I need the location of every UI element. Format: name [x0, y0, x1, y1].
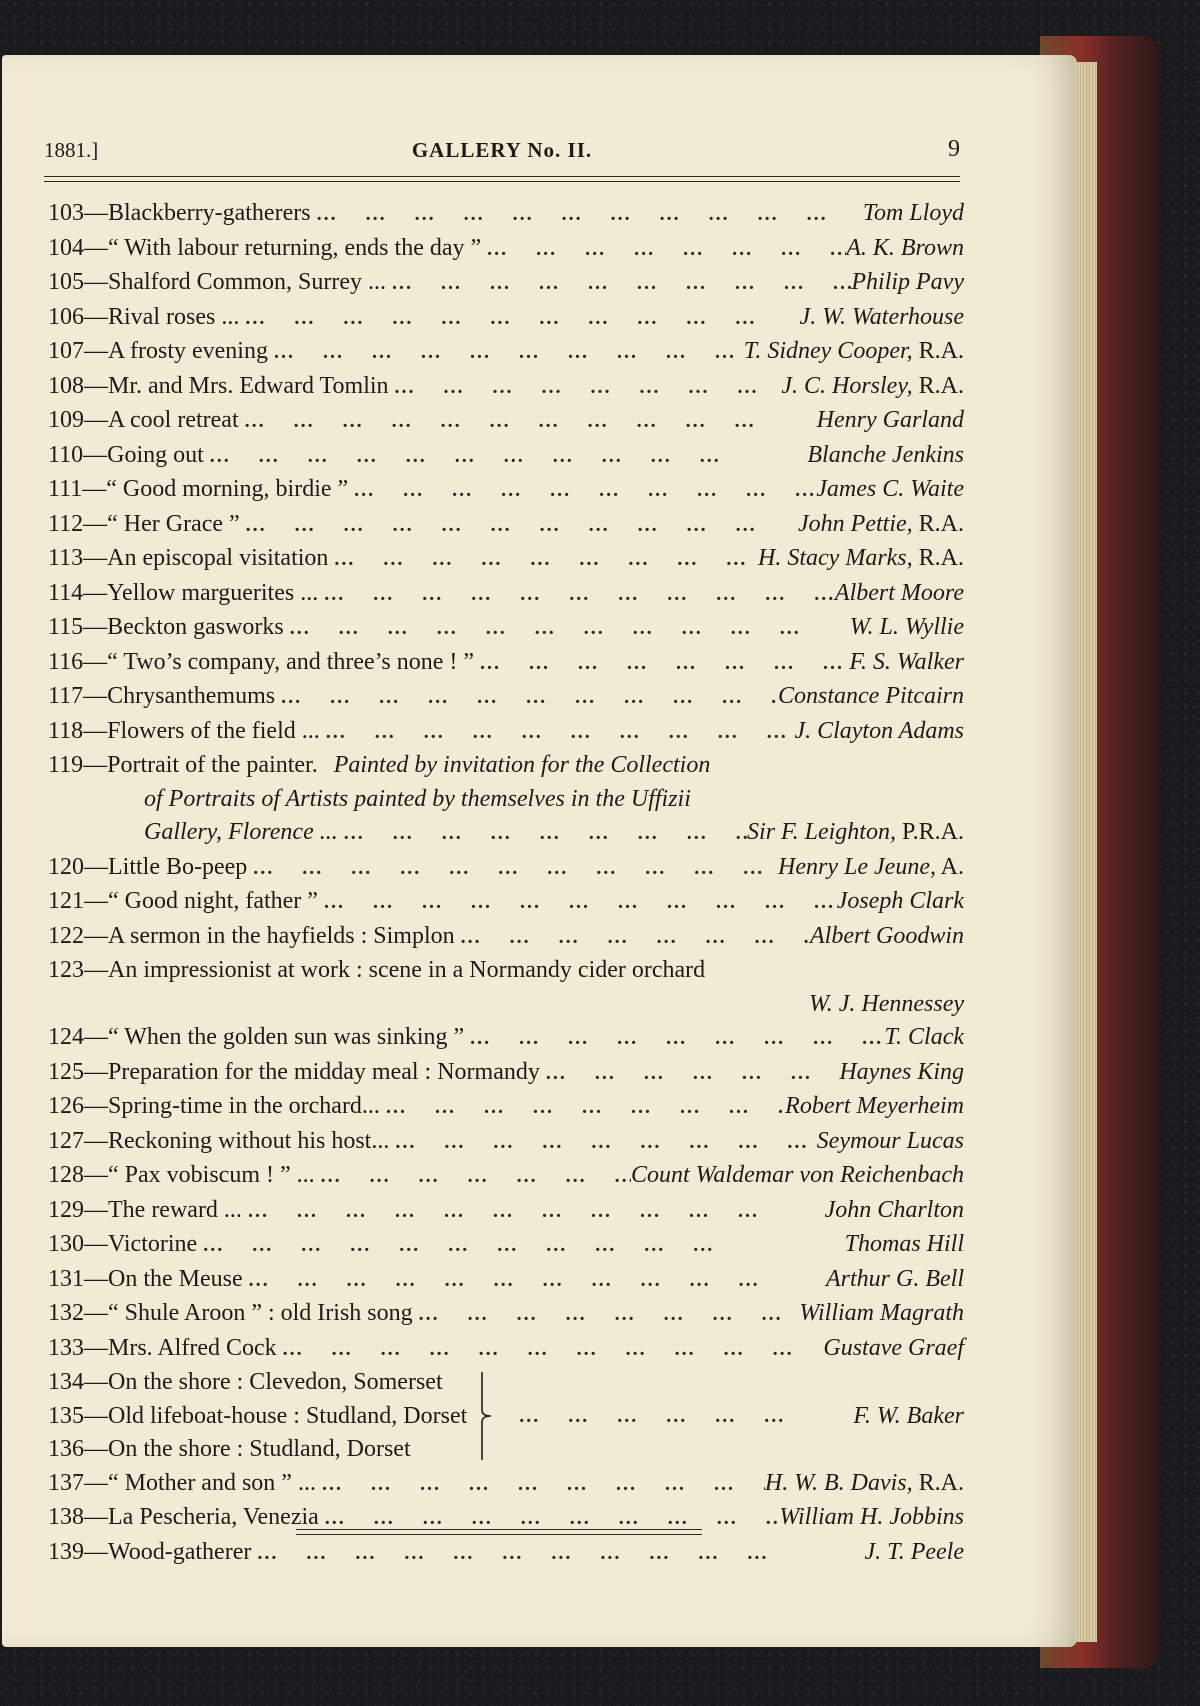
entry-artist-block: [781, 370, 964, 404]
leader-dots: [413, 1298, 800, 1332]
entry-artist: Haynes King: [839, 1058, 964, 1085]
catalogue-entry: [48, 1021, 964, 1056]
entry-artist: J. T. Peele: [864, 1538, 964, 1565]
entry-title: 116—“ Two’s company, and three’s none ! ”: [48, 648, 474, 675]
catalogue-entry: [48, 335, 964, 370]
entry-134-title: 134—On the shore : Clevedon, Somerset: [48, 1369, 443, 1395]
entry-artist-block: [864, 1536, 964, 1570]
entry-title: 109—A cool retreat: [48, 407, 239, 433]
entry-artist-block: [823, 1332, 964, 1366]
entry-title: 131—On the Meuse: [48, 1265, 243, 1292]
leader-dots: [540, 1057, 839, 1091]
entry-title: 118—Flowers of the field ...: [48, 717, 320, 744]
entry-artist-block: [816, 473, 964, 507]
entry-artist-block: [850, 611, 964, 645]
entry-title: 132—“ Shule Aroon ” : old Irish song: [48, 1300, 413, 1326]
entry-artist: William Magrath: [799, 1300, 964, 1326]
entry-artist-block: [765, 1467, 964, 1501]
entry-artist: T. Sidney Cooper,: [743, 338, 913, 364]
leader-dots: [240, 509, 798, 543]
entry-artist-suffix: R.A.: [912, 510, 964, 537]
catalogue-entry: [48, 920, 964, 955]
entry-artist-block: [744, 335, 964, 369]
catalogue-entry: [48, 508, 964, 543]
entry-artist: F. S. Walker: [849, 648, 964, 675]
catalogue-entry: [48, 1194, 964, 1229]
catalogue-entry: [48, 1159, 964, 1194]
leader-dots: [239, 405, 817, 439]
entry-artist: T. Clack: [884, 1024, 964, 1050]
leader-dots: [464, 1022, 884, 1056]
entry-artist-block: [839, 1056, 964, 1090]
entry-title: 130—Victorine: [48, 1231, 198, 1257]
entry-artist: Arthur G. Bell: [826, 1265, 964, 1292]
entry-title: 125—Preparation for the midday meal : Normandy: [48, 1058, 540, 1085]
entry-title: 113—An episcopal visitation: [48, 545, 329, 571]
entry-119-last-line: [48, 816, 964, 851]
entry-artist-suffix: R.A.: [912, 545, 964, 571]
entry-title: 120—Little Bo-peep: [48, 853, 248, 880]
leader-dots: [251, 1537, 864, 1571]
catalogue-entry: [48, 370, 964, 405]
entry-artist-suffix: R.A.: [912, 338, 964, 364]
entry-119-note-continued: of Portraits of Artists painted by themselves in the Uffizii: [144, 785, 691, 812]
entry-artist-block: [794, 715, 964, 749]
leader-dots: [277, 1333, 824, 1367]
entry-artist: J. W. Waterhouse: [799, 303, 964, 330]
entry-artist-block: [817, 1125, 964, 1159]
leader-dots: [247, 852, 778, 886]
entry-artist: Thomas Hill: [844, 1231, 964, 1257]
catalogue-entry: [48, 1090, 964, 1125]
catalogue-entry: [48, 1228, 964, 1263]
entry-title: 128—“ Pax vobiscum ! ” ...: [48, 1162, 315, 1188]
entry-artist-block: [779, 1501, 964, 1535]
entry-artist-suffix: R.A.: [912, 1469, 964, 1496]
entry-artist-suffix: R.A.: [912, 372, 964, 399]
catalogue-entry: [48, 577, 964, 612]
catalogue-entry: [48, 680, 964, 715]
leader-dots: [389, 1126, 816, 1160]
leader-dots: [239, 302, 799, 336]
entry-artist: Blanche Jenkins: [807, 441, 964, 468]
entry-title: 105—Shalford Common, Surrey ...: [48, 269, 386, 295]
header-rule: [44, 176, 960, 182]
leader-dots: [243, 1264, 826, 1298]
header-title: GALLERY No. II.: [411, 138, 593, 162]
entry-119-title: 119—Portrait of the painter.: [48, 752, 318, 778]
catalogue-entry: [48, 715, 964, 750]
entry-119-location: Gallery, Florence ...: [144, 819, 338, 845]
entry-artist: Gustave Graef: [823, 1334, 964, 1361]
entry-artist: Henry Le Jeune,: [778, 853, 936, 880]
entry-artist-block: [837, 885, 964, 919]
entry-title: 124—“ When the golden sun was sinking ”: [48, 1024, 465, 1050]
entry-artist: John Charlton: [824, 1196, 964, 1223]
entry-136-title: 136—On the shore : Studland, Dorset: [48, 1436, 411, 1462]
leader-dots: [389, 371, 782, 405]
catalogue-entry: [48, 1332, 964, 1367]
entry-artist-block: [884, 1021, 964, 1055]
catalogue-entry: [48, 1263, 964, 1298]
entry-title: 107—A frosty evening: [48, 338, 268, 364]
catalogue-entry: [48, 266, 964, 301]
entry-artist: J. C. Horsley,: [781, 372, 913, 399]
leader-dots: [328, 543, 758, 577]
entry-artist-block: [778, 851, 964, 885]
entry-artist: Count Waldemar von Reichenbach: [630, 1162, 964, 1188]
page-header: [44, 134, 960, 168]
catalogue-entry: [48, 301, 964, 336]
entry-123-title: 123—An impressionist at work : scene in a Normandy cider orchard: [48, 957, 706, 983]
entry-artist: John Pettie,: [798, 510, 913, 537]
leader-dots: [315, 1160, 631, 1194]
leader-dots: [204, 440, 808, 474]
catalogue-entry: [48, 885, 964, 920]
entry-title: 138—La Pescheria, Venezia: [48, 1504, 319, 1530]
entry-artist-block: [785, 1090, 964, 1124]
entry-123: [48, 954, 964, 1021]
catalogue-list: [48, 197, 964, 1570]
entry-artist: Constance Pitcairn: [778, 683, 964, 709]
leader-dots: [242, 1195, 825, 1229]
catalogue-entry: [48, 232, 964, 267]
catalogue-entry: [48, 1125, 964, 1160]
entry-artist-block: [845, 1228, 964, 1262]
entry-artist: Joseph Clark: [836, 888, 964, 914]
entry-artist: A. K. Brown: [846, 234, 964, 261]
entry-artist-block: [851, 266, 964, 300]
catalogue-entry: [48, 611, 964, 646]
catalogue-entry: [48, 1536, 964, 1571]
entry-title: 137—“ Mother and son ” ...: [48, 1469, 316, 1496]
header-year: 1881.]: [44, 138, 99, 162]
leader-dots: [318, 886, 837, 920]
leader-dots: [348, 474, 816, 508]
leader-dots: [275, 681, 778, 715]
catalogue-entry: [48, 1297, 964, 1332]
entry-135-title: 135—Old lifeboat-house : Studland, Dorset: [48, 1402, 468, 1429]
entry-artist-suffix: A.: [935, 853, 964, 880]
entry-title: 111—“ Good morning, birdie ”: [48, 476, 349, 502]
leader-dots: [197, 1229, 844, 1263]
entry-title: 115—Beckton gasworks: [48, 614, 284, 640]
entry-artist: James C. Waite: [816, 476, 964, 502]
entry-artist: W. L. Wyllie: [849, 614, 964, 640]
leader-dots: [338, 817, 747, 851]
entry-artist: H. W. B. Davis,: [764, 1469, 913, 1496]
catalogue-entry: [48, 1056, 964, 1091]
entry-119-suffix: P.R.A.: [895, 819, 964, 845]
entry-title: 112—“ Her Grace ”: [48, 510, 240, 537]
entry-title: 139—Wood-gatherer: [48, 1538, 252, 1565]
entry-title: 122—A sermon in the hayfields : Simplon: [48, 922, 455, 949]
entry-artist: Tom Lloyd: [862, 200, 964, 226]
leader-dots: [318, 578, 835, 612]
leader-dots: [380, 1091, 785, 1125]
catalogue-entry: [48, 404, 964, 439]
entry-title: 117—Chrysanthemums: [48, 683, 276, 709]
entry-artist: Henry Garland: [816, 407, 964, 433]
leader-dots: [311, 198, 863, 232]
group-titles: [48, 1366, 467, 1467]
entry-artist-block: [846, 232, 964, 266]
catalogue-entry: [48, 646, 964, 681]
leader-dots: [513, 1400, 853, 1434]
entry-artist: Robert Meyerheim: [785, 1093, 964, 1119]
leader-dots: [268, 336, 744, 370]
entry-artist-block: [778, 680, 964, 714]
curly-brace-icon: [479, 1370, 499, 1462]
leader-dots: [474, 647, 849, 681]
entry-123-artist: W. J. Hennessey: [808, 990, 964, 1017]
entry-artist-block: [863, 197, 964, 231]
entry-title: 121—“ Good night, father ”: [48, 888, 318, 914]
entry-title: 126—Spring-time in the orchard...: [48, 1093, 380, 1119]
entry-artist-block: [800, 301, 964, 335]
entry-artist: H. Stacy Marks,: [758, 545, 913, 571]
entry-title: 108—Mr. and Mrs. Edward Tomlin: [48, 372, 389, 399]
entry-artist: J. Clayton Adams: [794, 717, 964, 744]
page-number: 9: [948, 136, 960, 162]
entry-119-note: Painted by invitation for the Collection: [333, 752, 711, 778]
leader-dots: [320, 716, 795, 750]
entry-title: 129—The reward ...: [48, 1196, 242, 1223]
entry-title: 133—Mrs. Alfred Cock: [48, 1334, 277, 1361]
entry-artist: Albert Moore: [834, 579, 964, 606]
catalogue-entry: [48, 542, 964, 577]
group-artist: F. W. Baker: [853, 1402, 964, 1429]
leader-dots: [284, 612, 850, 646]
entry-title: 110—Going out: [48, 441, 204, 468]
entry-title: 104—“ With labour returning, ends the day ”: [48, 234, 482, 261]
entry-artist-block: [810, 920, 964, 954]
entry-title: 106—Rival roses ...: [48, 303, 240, 330]
entry-119: [48, 749, 964, 851]
entry-artist: Seymour Lucas: [816, 1127, 964, 1154]
leader-dots: [455, 921, 810, 955]
entry-artist-block: [799, 1297, 964, 1331]
entry-artist-block: [807, 439, 964, 473]
entry-artist-block: [631, 1159, 964, 1193]
leader-dots: [386, 267, 851, 301]
entry-artist-block: [835, 577, 964, 611]
entry-119-artist: Sir F. Leighton,: [747, 819, 896, 845]
entry-artist: William H. Jobbins: [779, 1504, 964, 1530]
catalogue-entry: [48, 473, 964, 508]
entry-artist-block: [798, 508, 964, 542]
footer-rule: [296, 1529, 702, 1535]
entry-artist-block: [817, 404, 964, 438]
catalogue-entry: [48, 1467, 964, 1502]
catalogue-entry: [48, 439, 964, 474]
entry-title: 114—Yellow marguerites ...: [48, 579, 319, 606]
entry-artist: Philip Pavy: [851, 269, 964, 295]
entry-artist: Albert Goodwin: [810, 922, 964, 949]
leader-dots: [316, 1468, 765, 1502]
entry-artist-block: [826, 1263, 964, 1297]
page-fore-edge: [1075, 62, 1097, 1642]
entry-title: 103—Blackberry-gatherers: [48, 200, 311, 226]
entry-artist-block: [825, 1194, 964, 1228]
catalogue-entry: [48, 851, 964, 886]
leader-dots: [481, 233, 846, 267]
entry-artist-block: [849, 646, 964, 680]
entry-title: 127—Reckoning without his host...: [48, 1127, 390, 1154]
entry-group-134-136: [48, 1366, 964, 1467]
catalogue-entry: [48, 197, 964, 232]
entry-artist-block: [758, 542, 964, 576]
